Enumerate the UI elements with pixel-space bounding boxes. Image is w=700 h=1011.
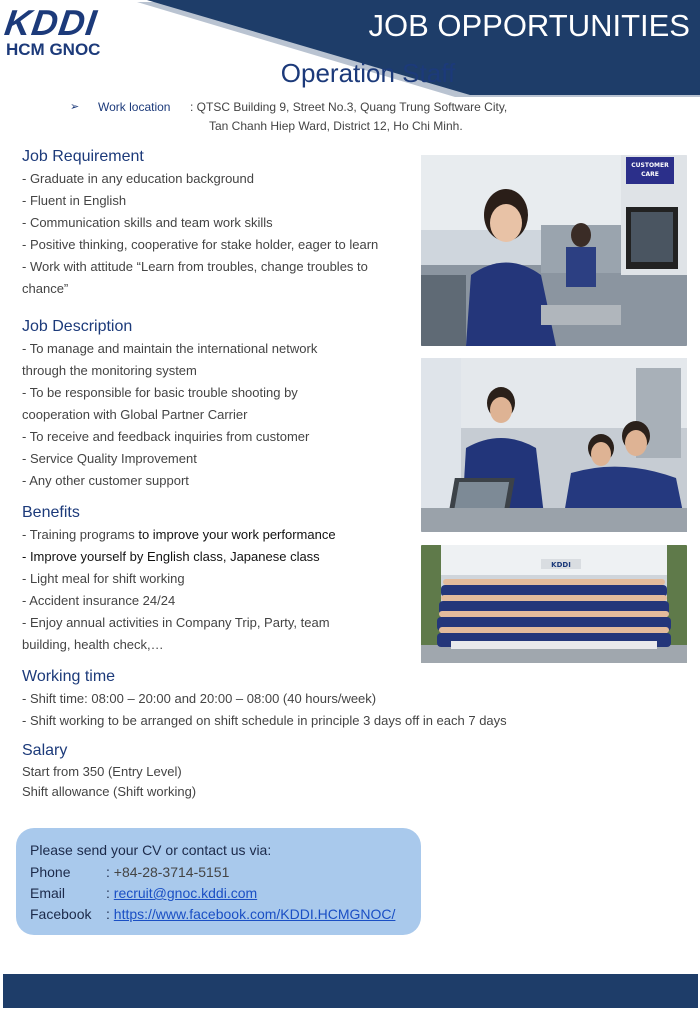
engineers-photo [421, 358, 687, 532]
facebook-link[interactable]: https://www.facebook.com/KDDI.HCMGNOC/ [113, 906, 396, 922]
photo-banner-text: KDDI [551, 561, 571, 569]
position-title: Operation Staff [280, 58, 456, 88]
list-item: - Positive thinking, cooperative for stake holder, eager to learn [22, 237, 379, 252]
sign-text: CUSTOMER [631, 162, 669, 169]
list-item: - Communication skills and team work skills [22, 215, 273, 230]
list-item [22, 524, 412, 546]
email-row [30, 883, 257, 903]
list-item: - Accident insurance 24/24 [22, 593, 176, 608]
list-item: - Service Quality Improvement [22, 451, 197, 466]
list-item: through the monitoring system [22, 363, 197, 378]
item-emphasis: to improve your work performance [138, 527, 336, 542]
contact-box [16, 828, 421, 935]
section-heading: Salary [22, 742, 68, 759]
location-line-2: Tan Chanh Hiep Ward, District 12, Ho Chi Minh. [209, 119, 463, 133]
working-time-section [22, 666, 662, 732]
banner-title: JOB OPPORTUNITIES [368, 8, 690, 43]
list-item: - Shift working to be arranged on shift schedule in principle 3 days off in each 7 days [22, 713, 507, 728]
section-heading: Job Requirement [22, 148, 144, 165]
list-item: - Enjoy annual activities in Company Trip, Party, team [22, 615, 330, 630]
list-item: - Shift time: 08:00 – 20:00 and 20:00 – 08:00 (40 hours/week) [22, 691, 377, 706]
phone-value: +84-28-3714-5151 [113, 864, 230, 880]
item-text: - Training programs [22, 527, 139, 542]
team-group-photo [421, 545, 687, 663]
list-item: building, health check,… [22, 637, 164, 652]
list-item: - To be responsible for basic trouble shooting by [22, 385, 298, 400]
section-heading: Job Description [22, 318, 133, 335]
list-item: - To manage and maintain the international network [22, 341, 318, 356]
email-link[interactable]: recruit@gnoc.kddi.com [113, 885, 258, 901]
list-item: - Light meal for shift working [22, 571, 185, 586]
list-item: chance” [22, 281, 69, 296]
email-label: Email [30, 885, 66, 901]
kddi-logo: KDDI [2, 2, 100, 43]
list-item: - Improve yourself by English class, Japanese class [22, 549, 320, 564]
list-item: - Fluent in English [22, 193, 127, 208]
phone-label: Phone [30, 864, 71, 880]
location-line-1: : QTSC Building 9, Street No.3, Quang Trung Software City, [190, 100, 508, 114]
list-item: - To receive and feedback inquiries from customer [22, 429, 310, 444]
list-item: Start from 350 (Entry Level) [22, 764, 182, 779]
section-heading: Working time [22, 668, 116, 685]
sign-text: CARE [641, 171, 659, 178]
job-requirement-section [22, 146, 422, 300]
colon: : [106, 864, 110, 880]
list-item: cooperation with Global Partner Carrier [22, 407, 248, 422]
list-item: - Any other customer support [22, 473, 189, 488]
salary-section [22, 740, 422, 802]
contact-heading: Please send your CV or contact us via: [30, 842, 272, 858]
location-label: Work location [98, 100, 171, 114]
list-item: - Work with attitude “Learn from troubles, change troubles to [22, 259, 368, 274]
facebook-row [30, 904, 395, 924]
customer-care-photo [421, 155, 687, 346]
job-description-section [22, 316, 412, 492]
section-heading: Benefits [22, 504, 80, 521]
list-item: Shift allowance (Shift working) [22, 784, 197, 799]
footer-bar [3, 974, 698, 1008]
facebook-label: Facebook [30, 906, 92, 922]
colon: : [106, 906, 110, 922]
logo-subtitle: HCM GNOC [6, 40, 101, 59]
list-item: - Graduate in any education background [22, 171, 254, 186]
phone-row [30, 862, 229, 882]
benefits-section [22, 502, 412, 656]
arrow-bullet-icon: ➢ [70, 101, 80, 113]
colon: : [106, 885, 110, 901]
